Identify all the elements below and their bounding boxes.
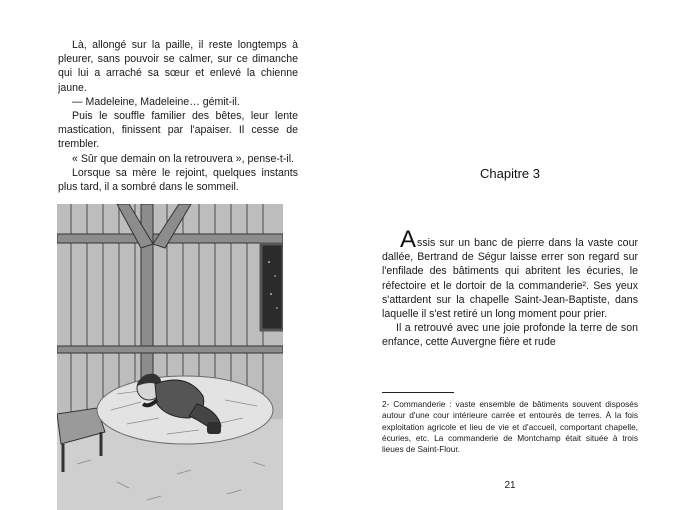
paragraph: — Madeleine, Madeleine… gémit-il. <box>72 95 240 108</box>
horizontal-beam <box>57 346 283 353</box>
paragraph: Il a retrouvé avec une joie profonde la terre de son enfance, cette Auvergne fière et rude <box>382 322 638 349</box>
footnote-rule <box>382 392 454 393</box>
footnote: 2- Commanderie : vaste ensemble de bâtiments souvent disposés autour d'une cour intérieure carrée et entourés de terres. À la fois exploitation agricole et lieu de vie et d'accueil, comportant chapelle, écuries, etc. La commanderie de Montchamp était située à trois lieues de Saint-Flour. <box>382 399 638 455</box>
drop-cap: A <box>400 226 417 253</box>
left-text-block <box>58 38 298 194</box>
paragraph <box>382 226 638 321</box>
barn-illustration <box>57 204 283 510</box>
paragraph: Lorsque sa mère le rejoint, quelques instants plus tard, il a sombré dans le sommeil. <box>58 166 298 194</box>
paragraph: Puis le souffle familier des bêtes, leur lente mastication, finissent par l'apaiser. Il cesse de trembler. <box>58 110 298 151</box>
paragraph-text: ssis sur un banc de pierre dans la vaste cour dallée, Bertrand de Ségur laisse errer son regard sur l'enfilade des bâtiments qui abritent les écuries, le réfectoire et le dortoir de la commanderie². Ses yeux s'attardent sur la chapelle Saint-Jean-Baptiste, dans laquelle il s'est retiré un long moment pour prier. <box>382 237 638 321</box>
page-number: 21 <box>504 480 516 491</box>
boy-boot <box>207 422 221 434</box>
chapter-title: Chapitre 3 <box>480 166 540 181</box>
paragraph: « Sûr que demain on la retrouvera », pense-t-il. <box>72 152 295 165</box>
right-page <box>340 0 680 510</box>
right-text-block <box>382 226 638 350</box>
barn-illustration-drawing <box>57 204 283 510</box>
barn-window <box>261 244 283 330</box>
paragraph: Là, allongé sur la paille, il reste longtemps à pleurer, sans pouvoir se calmer, sur ce dimanche qui lui a arraché sa sœur et enlevé la chienne jaune. <box>58 39 298 94</box>
